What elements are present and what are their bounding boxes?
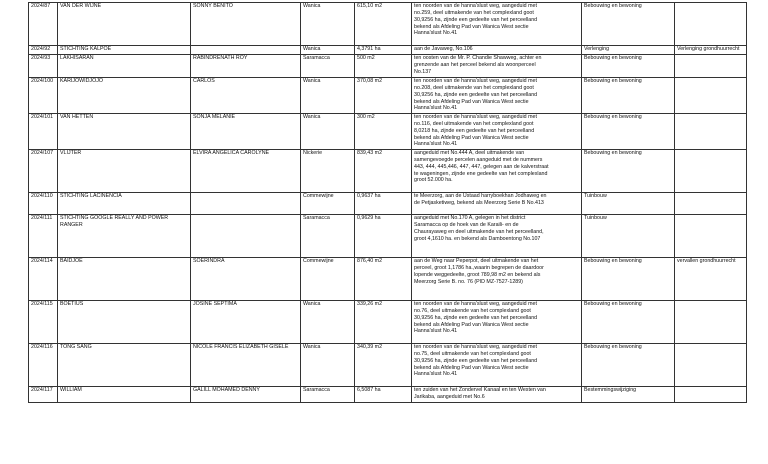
location-description-cell: aan de Javaweg, No.106	[412, 46, 582, 55]
remark-cell	[675, 55, 747, 78]
purpose-cell: Bebouwing en bewoning	[582, 78, 675, 114]
location-description-cell: ten noorden van de hanna'slust weg, aangeduid met no.75, deel uitmakende van het complexland goot 30,9256 ha, zijnde een gedeelte van het perceelland bekend als Afdeling Pad van Wanica West sectie Hanna'slust No.41	[412, 344, 582, 387]
area-cell: 370,08 m2	[355, 78, 412, 114]
district-cell: Saramacca	[301, 215, 355, 258]
location-description-cell: aangeduid met No.170 A, gelegen in het district Saramacca op de hoek van de Karaili- en de Chaurayaweg en deel uitmakende van het perceelland, groot 4,1610 ha. en bekend als Damboentong No.107	[412, 215, 582, 258]
purpose-cell: Bebouwing en bewoning	[582, 150, 675, 193]
area-cell: 500 m2	[355, 55, 412, 78]
table-row	[29, 78, 747, 114]
location-description-cell: ten noorden van de hanna'slust weg, aangeduid met no.259, deel uitmakende van het complexland goot 30,9256 ha, zijnde een gedeelte van het perceelland bekend als Afdeling Pad van Wanica West sectie Hanna'slust No.41	[412, 3, 582, 46]
given-names-cell: JOSINE SEPTIMA	[191, 301, 301, 344]
location-description-cell: te Meerzorg, aan de Ustaad harryboekhan Jodhaweg en de Petjasketiweg, bekend als Meerzorg Serie B No.413	[412, 193, 582, 215]
given-names-cell: RABINDRENATH ROY	[191, 55, 301, 78]
district-cell: Wanica	[301, 114, 355, 150]
remark-cell	[675, 344, 747, 387]
record-number-cell: 2024/87	[29, 3, 58, 46]
area-cell: 0,9637 ha	[355, 193, 412, 215]
location-description-cell: ten noorden van de hanna'slust weg, aangeduid met no.208, deel uitmakende van het complexland goot 30,9256 ha, zijnde een gedeelte van het perceelland bekend als Afdeling Pad van Wanica West sectie Hanna'slust No.41	[412, 78, 582, 114]
surname-cell: STICHTING LACINENCIA	[58, 193, 191, 215]
purpose-cell: Bebouwing en bewoning	[582, 3, 675, 46]
remark-cell	[675, 78, 747, 114]
given-names-cell: SONJA MELANIE	[191, 114, 301, 150]
table-row	[29, 301, 747, 344]
record-number-cell: 2024/92	[29, 46, 58, 55]
area-cell: 839,43 m2	[355, 150, 412, 193]
table-row	[29, 258, 747, 301]
given-names-cell: SOERINDRA	[191, 258, 301, 301]
record-number-cell: 2024/111	[29, 215, 58, 258]
record-number-cell: 2024/114	[29, 258, 58, 301]
table-row	[29, 3, 747, 46]
record-number-cell: 2024/100	[29, 78, 58, 114]
location-description-cell: aan de Weg naar Peperpot, deel uitmakende van het perceel, groot 1,1786 ha.,waarin begrepen de daardoor lopende weggedeelte, groot 789,98 m2 en bekend als Meerzorg Serie B. no. 76 (PID MZ-7527-1289)	[412, 258, 582, 301]
surname-cell: BOËTIUS	[58, 301, 191, 344]
given-names-cell: CARLOS	[191, 78, 301, 114]
surname-cell: VAN DER WIJNE	[58, 3, 191, 46]
area-cell: 6,5087 ha	[355, 387, 412, 403]
remark-cell	[675, 193, 747, 215]
district-cell: Saramacca	[301, 55, 355, 78]
table-row	[29, 215, 747, 258]
record-number-cell: 2024/117	[29, 387, 58, 403]
district-cell: Commewijne	[301, 258, 355, 301]
district-cell: Wanica	[301, 78, 355, 114]
surname-cell: STICHTING KALPOE	[58, 46, 191, 55]
record-number-cell: 2024/93	[29, 55, 58, 78]
surname-cell: STICHTING GOOGLE REALLY AND POWER RANGER	[58, 215, 191, 258]
remark-cell	[675, 114, 747, 150]
surname-cell: KARIJOWIDJOJO	[58, 78, 191, 114]
area-cell: 340,39 m2	[355, 344, 412, 387]
remark-cell: Verlenging grondhuurrecht	[675, 46, 747, 55]
area-cell: 4,3791 ha	[355, 46, 412, 55]
surname-cell: LAKHISARAN	[58, 55, 191, 78]
area-cell: 0,9629 ha	[355, 215, 412, 258]
given-names-cell	[191, 193, 301, 215]
table-row	[29, 55, 747, 78]
purpose-cell: Bebouwing en bewoning	[582, 55, 675, 78]
given-names-cell: NICOLE FRANCIS ELIZABETH GISELE	[191, 344, 301, 387]
location-description-cell: ten zuiden van het Zondervel Kanaal en ten Westen van Jarikaba, aangeduid met No.6	[412, 387, 582, 403]
record-number-cell: 2024/110	[29, 193, 58, 215]
surname-cell: BAIDJOE	[58, 258, 191, 301]
remark-cell	[675, 150, 747, 193]
record-number-cell: 2024/107	[29, 150, 58, 193]
document-page	[28, 2, 746, 403]
district-cell: Nickerie	[301, 150, 355, 193]
surname-cell: WILLIAM	[58, 387, 191, 403]
location-description-cell: ten oosten van de Mr. P. Chandie Shawweg, achter en grenzende aan het perceel bekend als woonperceel No.137	[412, 55, 582, 78]
registry-table	[28, 2, 747, 403]
area-cell: 300 m2	[355, 114, 412, 150]
district-cell: Wanica	[301, 344, 355, 387]
location-description-cell: ten noorden van de hanna'slust weg, aangeduid met no.76, deel uitmakende van het complexland goot 30,9256 ha, zijnde een gedeelte van het perceelland bekend als Afdeling Pad van Wanica West sectie Hanna'slust No.41	[412, 301, 582, 344]
purpose-cell: Bebouwing en bewoning	[582, 301, 675, 344]
surname-cell: TONG SANG	[58, 344, 191, 387]
remark-cell	[675, 387, 747, 403]
area-cell: 339,26 m2	[355, 301, 412, 344]
given-names-cell	[191, 46, 301, 55]
district-cell: Wanica	[301, 3, 355, 46]
given-names-cell: ELVIRA ANGELICA CAROLYNE	[191, 150, 301, 193]
table-row	[29, 344, 747, 387]
given-names-cell	[191, 215, 301, 258]
purpose-cell: Bebouwing en bewoning	[582, 344, 675, 387]
area-cell: 615,10 m2	[355, 3, 412, 46]
table-row	[29, 114, 747, 150]
table-row	[29, 150, 747, 193]
surname-cell: VAN HETTEN	[58, 114, 191, 150]
location-description-cell: aangeduid met No.444 A, deel uitmakende van samengevoegde percelen aangeduid met de nummers 443, 444, 445,446, 447, 447, gelegen aan de kalverstraat te wageningen, zijnde ene gedeelte van het complexland groot 52.000 ha.	[412, 150, 582, 193]
record-number-cell: 2024/101	[29, 114, 58, 150]
surname-cell: VLIJTER	[58, 150, 191, 193]
purpose-cell: Bebouwing en bewoning	[582, 114, 675, 150]
district-cell: Wanica	[301, 301, 355, 344]
purpose-cell: Verlenging	[582, 46, 675, 55]
table-row	[29, 387, 747, 403]
table-row	[29, 193, 747, 215]
given-names-cell: GALILL MOHAMED DENNY	[191, 387, 301, 403]
remark-cell	[675, 215, 747, 258]
district-cell: Saramacca	[301, 387, 355, 403]
location-description-cell: ten noorden van de hanna'slust weg, aangeduid met no.116, deel uitmakende van het complexland goot 8,0218 ha, zijnde een gedeelte van het perceelland bekend als Afdeling Pad van Wanica West sectie Hanna'slust No.41	[412, 114, 582, 150]
remark-cell	[675, 301, 747, 344]
purpose-cell: Tuinbouw	[582, 215, 675, 258]
purpose-cell: Bebouwing en bewoning	[582, 258, 675, 301]
given-names-cell: SONNY BENITO	[191, 3, 301, 46]
table-row	[29, 46, 747, 55]
remark-cell	[675, 3, 747, 46]
area-cell: 876,40 m2	[355, 258, 412, 301]
district-cell: Commewijne	[301, 193, 355, 215]
remark-cell: vervallen grondhuurrecht	[675, 258, 747, 301]
record-number-cell: 2024/115	[29, 301, 58, 344]
record-number-cell: 2024/116	[29, 344, 58, 387]
purpose-cell: Bestemmingswijziging	[582, 387, 675, 403]
district-cell: Wanica	[301, 46, 355, 55]
purpose-cell: Tuinbouw	[582, 193, 675, 215]
